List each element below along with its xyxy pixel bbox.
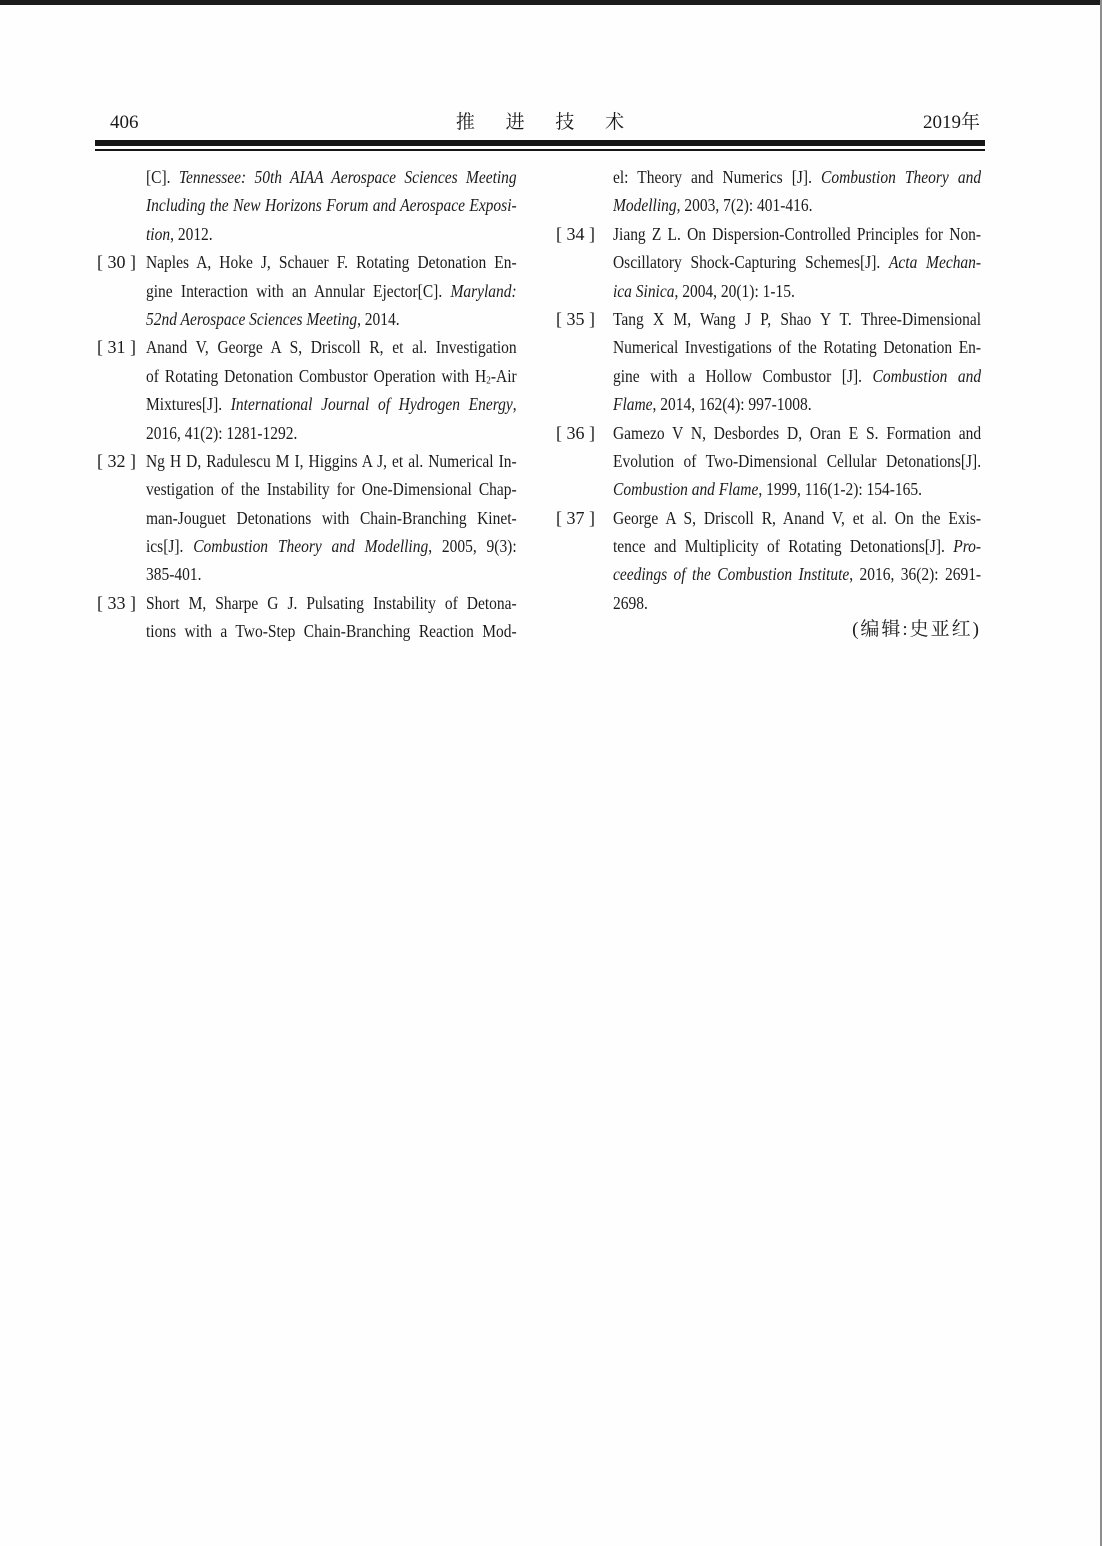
reference-line: ceedings of the Combustion Institute, 2016, 36(2): 2691- — [613, 564, 982, 585]
reference-line: Naples A, Hoke J, Schauer F. Rotating Detonation En- — [146, 252, 517, 273]
editor-note: (编辑:史亚红) — [852, 619, 981, 640]
reference-line: 2698. — [613, 592, 648, 613]
reference-line: 52nd Aerospace Sciences Meeting, 2014. — [146, 308, 400, 329]
reference-line: el: Theory and Numerics [J]. Combustion Theory and — [613, 167, 982, 187]
header-rule-thick — [95, 140, 985, 146]
reference-line: Numerical Investigations of the Rotating Detonation En- — [613, 337, 982, 358]
reference-entry — [556, 220, 1056, 305]
page-number: 406 — [110, 112, 139, 133]
scan-edge-top — [0, 0, 1102, 5]
reference-line: of Rotating Detonation Combustor Operation with H2-Air — [146, 365, 517, 387]
reference-text — [146, 163, 517, 248]
reference-line: ica Sinica, 2004, 20(1): 1-15. — [613, 280, 795, 301]
reference-line: George A S, Driscoll R, Anand V, et al. On the Exis- — [613, 507, 982, 528]
reference-number: [ 36 ] — [556, 422, 595, 443]
reference-text — [146, 333, 517, 447]
reference-entry — [97, 163, 587, 248]
reference-line: Tang X M, Wang J P, Shao Y T. Three-Dimensional — [613, 308, 982, 329]
reference-number: [ 31 ] — [97, 337, 136, 358]
reference-entry — [97, 248, 587, 333]
reference-line: Combustion and Flame, 1999, 116(1-2): 154-165. — [613, 479, 923, 500]
reference-text — [613, 163, 981, 220]
reference-number: [ 30 ] — [97, 252, 136, 273]
reference-line: Mixtures[J]. International Journal of Hydrogen Energy, — [146, 394, 517, 415]
reference-line: Flame, 2014, 162(4): 997-1008. — [613, 394, 812, 415]
reference-entry — [556, 419, 1056, 504]
reference-line: Including the New Horizons Forum and Aerospace Exposi- — [146, 195, 517, 216]
reference-line: Short M, Sharpe G J. Pulsating Instability of Detona- — [146, 592, 517, 613]
reference-line: ics[J]. Combustion Theory and Modelling, 2005, 9(3): — [146, 536, 517, 557]
reference-line: 385-401. — [146, 564, 202, 585]
reference-line: tion, 2012. — [146, 223, 213, 244]
reference-number: [ 35 ] — [556, 308, 595, 329]
reference-entry — [97, 333, 587, 447]
reference-number: [ 37 ] — [556, 507, 595, 528]
reference-line: gine Interaction with an Annular Ejector[C]. Maryland: — [146, 280, 517, 301]
reference-text — [146, 589, 517, 646]
reference-text — [613, 419, 981, 504]
reference-text — [146, 248, 517, 333]
reference-number: [ 34 ] — [556, 223, 595, 244]
reference-line: Jiang Z L. On Dispersion-Controlled Principles for Non- — [613, 223, 982, 244]
journal-title: 推 进 技 术 — [455, 112, 638, 133]
reference-line: vestigation of the Instability for One-Dimensional Chap- — [146, 479, 517, 500]
references-column-left — [97, 163, 587, 646]
reference-line: Anand V, George A S, Driscoll R, et al. Investigation — [146, 337, 517, 358]
reference-entry — [556, 305, 1056, 419]
reference-line: man-Jouguet Detonations with Chain-Branching Kinet- — [146, 507, 517, 528]
reference-text — [613, 220, 981, 305]
reference-line: gine with a Hollow Combustor [J]. Combustion and — [613, 365, 982, 386]
reference-number: [ 33 ] — [97, 592, 136, 613]
reference-text — [146, 447, 517, 589]
reference-number: [ 32 ] — [97, 450, 136, 471]
reference-line: Gamezo V N, Desbordes D, Oran E S. Formation and — [613, 422, 982, 443]
reference-line: Modelling, 2003, 7(2): 401-416. — [613, 195, 813, 216]
reference-line: 2016, 41(2): 1281-1292. — [146, 422, 298, 443]
reference-entry — [97, 447, 587, 589]
reference-text — [613, 305, 981, 419]
header-year: 2019年 — [922, 112, 980, 133]
reference-entry — [97, 589, 587, 646]
reference-line: Evolution of Two-Dimensional Cellular Detonations[J]. — [613, 450, 982, 471]
reference-line: Oscillatory Shock-Capturing Schemes[J]. Acta Mechan- — [613, 252, 982, 273]
reference-text — [613, 504, 981, 618]
references-column-right — [556, 163, 1056, 617]
reference-entry — [556, 504, 1056, 618]
reference-entry — [556, 163, 1056, 220]
header-rule-thin — [95, 149, 985, 151]
reference-line: [C]. Tennessee: 50th AIAA Aerospace Sciences Meeting — [146, 167, 517, 187]
reference-line: tions with a Two-Step Chain-Branching Reaction Mod- — [146, 621, 517, 642]
reference-line: tence and Multiplicity of Rotating Detonations[J]. Pro- — [613, 536, 982, 557]
reference-line: Ng H D, Radulescu M I, Higgins A J, et al. Numerical In- — [146, 450, 517, 471]
